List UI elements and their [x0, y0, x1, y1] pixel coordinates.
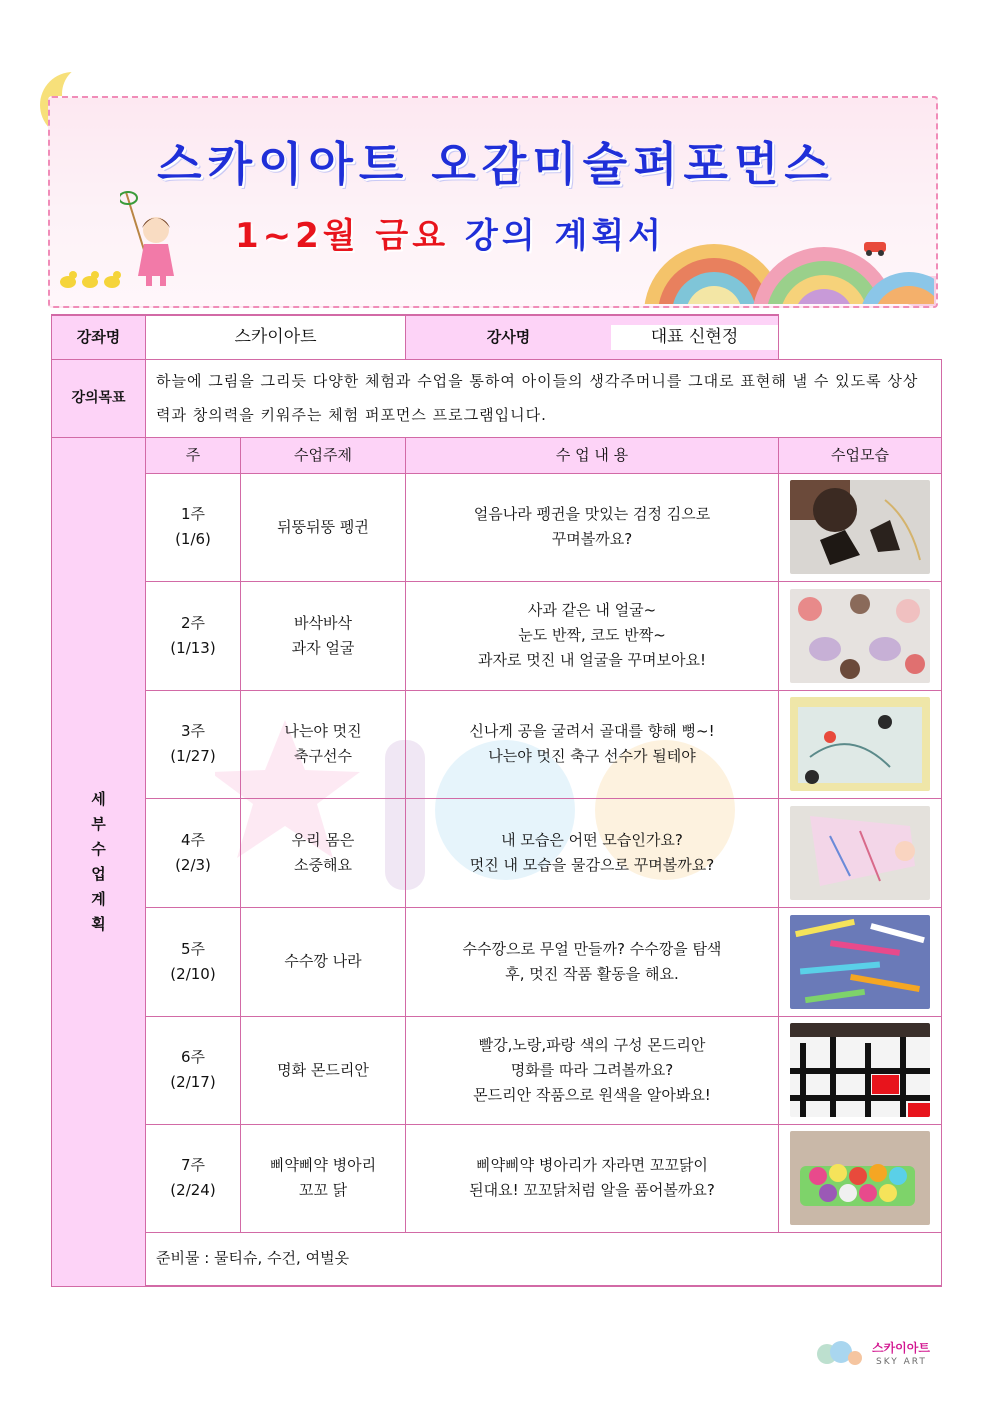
topic-line: 우리 몸은	[291, 830, 355, 849]
table-row	[52, 1016, 942, 1124]
content-line: 빨강,노랑,파랑 색의 구성 몬드리안	[478, 1035, 706, 1054]
plan-header-row	[52, 437, 942, 473]
instructor-label-text: 강사명	[486, 327, 531, 346]
photo-cell	[779, 798, 942, 907]
photo-cell	[779, 473, 942, 581]
penguin-activity-photo	[790, 480, 930, 574]
soccer-activity-photo	[790, 697, 930, 791]
content-cell	[406, 581, 779, 690]
page-subtitle	[170, 208, 730, 257]
photo-cell	[779, 1016, 942, 1124]
content-cell	[406, 798, 779, 907]
week-date: (2/10)	[170, 964, 216, 983]
section-char: 업	[91, 864, 106, 883]
week-cell	[146, 581, 241, 690]
content-line: 명화를 따라 그려볼까요?	[510, 1060, 674, 1079]
content-line: 얼음나라 펭귄을 맛있는 검정 김으로	[473, 505, 711, 523]
instructor-value: 대표 신현정	[611, 325, 778, 350]
goal-label: 강의목표	[52, 359, 146, 437]
snack-face-activity-photo	[790, 589, 930, 683]
topic-line: 뒤뚱뒤뚱 펭귄	[277, 517, 369, 536]
photo-cell	[779, 1124, 942, 1232]
topic-cell	[241, 581, 406, 690]
content-line: 사과 같은 내 얼굴~	[527, 601, 657, 619]
topic-cell	[241, 1124, 406, 1232]
topic-cell	[241, 690, 406, 798]
materials-text: 준비물 : 물티슈, 수건, 여벌옷	[146, 1232, 942, 1286]
week-date: (1/13)	[170, 638, 216, 657]
plan-section-label	[52, 437, 146, 1286]
info-row-goal	[52, 359, 942, 437]
content-line: 과자로 멋진 내 얼굴을 꾸며보아요!	[478, 651, 706, 669]
photo-cell	[779, 581, 942, 690]
topic-line: 나는야 멋진	[284, 722, 362, 740]
table-row	[52, 690, 942, 798]
week-cell	[146, 1016, 241, 1124]
subtitle-doc-type: 강의 계획서	[464, 216, 666, 256]
section-char: 계	[91, 889, 106, 908]
content-line: 신나게 공을 굴려서 골대를 향해 뻥~!	[469, 722, 715, 740]
table-row	[52, 1124, 942, 1232]
topic-cell	[241, 798, 406, 907]
section-char: 세	[91, 789, 106, 808]
topic-line: 삐약삐약 병아리	[269, 1156, 377, 1174]
content-cell	[406, 1124, 779, 1232]
week-cell	[146, 473, 241, 581]
page-title: 스카이아트 오감미술퍼포먼스	[157, 137, 835, 191]
header-content: 수 업 내 용	[406, 437, 779, 473]
logo-subtext: SKY ART	[876, 1357, 927, 1367]
content-line: 후, 멋진 작품 활동을 해요.	[505, 964, 679, 983]
week-cell	[146, 690, 241, 798]
content-cell	[406, 473, 779, 581]
table-row	[52, 907, 942, 1016]
week-date: (2/17)	[170, 1073, 216, 1091]
header-photo: 수업모습	[779, 437, 942, 473]
logo-text: 스카이아트	[872, 1341, 930, 1355]
subtitle-period: 1~2월 금요	[234, 216, 450, 256]
content-line: 된대요! 꼬꼬닭처럼 알을 품어볼까요?	[469, 1181, 715, 1199]
table-row	[52, 798, 942, 907]
topic-line: 수수깡 나라	[284, 952, 362, 970]
topic-cell	[241, 473, 406, 581]
body-painting-activity-photo	[790, 806, 930, 900]
instructor-label	[406, 315, 779, 359]
week-cell	[146, 1124, 241, 1232]
topic-line: 꼬꼬 닭	[298, 1181, 348, 1199]
course-value: 스카이아트	[146, 315, 406, 359]
week-number: 1주	[180, 505, 206, 523]
topic-line: 축구선수	[294, 747, 352, 765]
materials-row	[52, 1232, 942, 1286]
section-char: 수	[91, 839, 106, 858]
week-date: (1/27)	[170, 747, 216, 765]
topic-cell	[241, 1016, 406, 1124]
week-number: 2주	[180, 613, 206, 632]
topic-line: 바삭바삭	[294, 613, 352, 632]
week-cell	[146, 907, 241, 1016]
content-cell	[406, 1016, 779, 1124]
content-line: 내 모습은 어떤 모습인가요?	[501, 830, 683, 849]
table-row	[52, 581, 942, 690]
week-date: (1/6)	[175, 530, 211, 548]
content-cell	[406, 907, 779, 1016]
lesson-plan-table	[51, 314, 942, 1287]
topic-line: 과자 얼굴	[291, 638, 355, 657]
header-week: 주	[146, 437, 241, 473]
content-line: 삐약삐약 병아리가 자라면 꼬꼬닭이	[476, 1156, 708, 1174]
topic-line: 명화 몬드리안	[277, 1060, 369, 1079]
week-date: (2/3)	[175, 855, 211, 874]
content-cell	[406, 690, 779, 798]
topic-line: 소중해요	[294, 855, 352, 874]
photo-cell	[779, 907, 942, 1016]
content-line: 꾸며볼까요?	[551, 530, 633, 548]
content-line: 멋진 내 모습을 물감으로 꾸며볼까요?	[469, 855, 715, 874]
week-number: 7주	[180, 1156, 206, 1174]
topic-cell	[241, 907, 406, 1016]
week-cell	[146, 798, 241, 907]
week-number: 5주	[180, 939, 206, 958]
content-line: 수수깡으로 무얼 만들까? 수수깡을 탐색	[462, 939, 722, 958]
course-label: 강좌명	[52, 315, 146, 359]
section-char: 획	[91, 914, 106, 933]
content-line: 눈도 반짝, 코도 반짝~	[518, 626, 666, 644]
week-number: 3주	[180, 722, 206, 740]
content-line: 몬드리안 작품으로 원색을 알아봐요!	[473, 1085, 711, 1104]
info-row-course	[52, 315, 942, 359]
photo-cell	[779, 690, 942, 798]
sorghum-stick-activity-photo	[790, 915, 930, 1009]
egg-chick-activity-photo	[790, 1131, 930, 1225]
ducklings-illustration	[58, 268, 128, 290]
week-number: 4주	[180, 830, 206, 849]
table-row	[52, 473, 942, 581]
week-number: 6주	[180, 1048, 206, 1066]
section-char: 부	[91, 814, 106, 833]
mondrian-activity-photo	[790, 1023, 930, 1117]
goal-text: 하늘에 그림을 그리듯 다양한 체험과 수업을 통하여 아이들의 생각주머니를 그대로 표현해 낼 수 있도록 상상력과 창의력을 키워주는 체험 퍼포먼스 프로그램입니다.	[146, 359, 942, 437]
content-line: 나는야 멋진 축구 선수가 될테야	[488, 747, 696, 765]
header-topic: 수업주제	[241, 437, 406, 473]
week-date: (2/24)	[170, 1181, 216, 1199]
